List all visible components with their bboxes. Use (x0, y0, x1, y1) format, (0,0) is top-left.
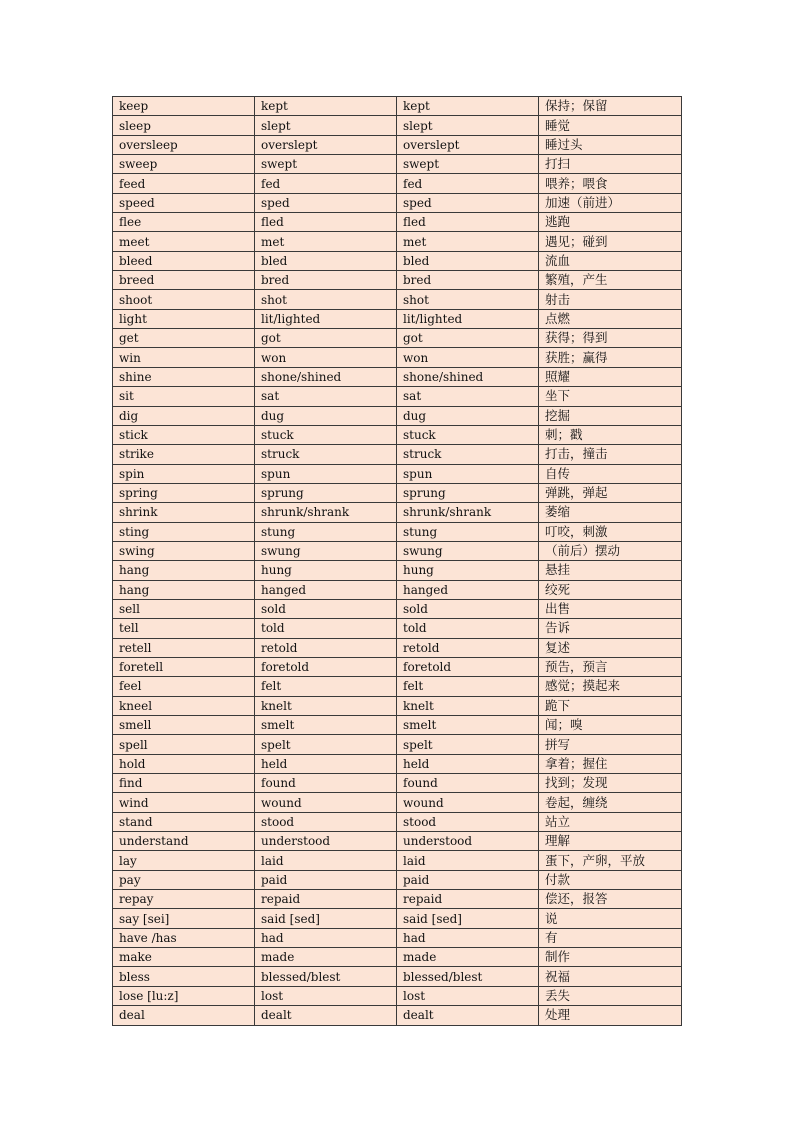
base-form-cell: keep (113, 97, 255, 116)
chinese-meaning-cell: 打击，撞击 (539, 445, 682, 464)
past-participle-cell: spun (397, 464, 539, 483)
chinese-meaning-cell: 绞死 (539, 580, 682, 599)
past-tense-cell: dealt (255, 1006, 397, 1025)
past-tense-cell: shrunk/shrank (255, 503, 397, 522)
past-participle-cell: lost (397, 986, 539, 1005)
past-participle-cell: fled (397, 213, 539, 232)
chinese-meaning-cell: 理解 (539, 832, 682, 851)
chinese-meaning-cell: 处理 (539, 1006, 682, 1025)
table-row (113, 1006, 682, 1025)
base-form-cell: pay (113, 870, 255, 889)
chinese-meaning-cell: 说 (539, 909, 682, 928)
table-row (113, 870, 682, 889)
past-participle-cell: struck (397, 445, 539, 464)
chinese-meaning-cell: 站立 (539, 812, 682, 831)
past-participle-cell: held (397, 754, 539, 773)
table-row (113, 716, 682, 735)
past-participle-cell: fed (397, 174, 539, 193)
chinese-meaning-cell: 点燃 (539, 309, 682, 328)
irregular-verbs-table (112, 96, 682, 1026)
chinese-meaning-cell: 萎缩 (539, 503, 682, 522)
chinese-meaning-cell: 照耀 (539, 367, 682, 386)
past-tense-cell: told (255, 619, 397, 638)
past-tense-cell: said [sed] (255, 909, 397, 928)
past-tense-cell: fed (255, 174, 397, 193)
chinese-meaning-cell: 出售 (539, 599, 682, 618)
past-participle-cell: swung (397, 541, 539, 560)
base-form-cell: shrink (113, 503, 255, 522)
base-form-cell: say [sei] (113, 909, 255, 928)
past-participle-cell: slept (397, 116, 539, 135)
chinese-meaning-cell: 祝福 (539, 967, 682, 986)
past-participle-cell: lit/lighted (397, 309, 539, 328)
base-form-cell: meet (113, 232, 255, 251)
base-form-cell: deal (113, 1006, 255, 1025)
past-tense-cell: sprung (255, 483, 397, 502)
base-form-cell: oversleep (113, 135, 255, 154)
table-row (113, 619, 682, 638)
chinese-meaning-cell: 找到；发现 (539, 774, 682, 793)
past-tense-cell: had (255, 928, 397, 947)
past-participle-cell: overslept (397, 135, 539, 154)
chinese-meaning-cell: 射击 (539, 290, 682, 309)
table-row (113, 425, 682, 444)
past-participle-cell: dug (397, 406, 539, 425)
chinese-meaning-cell: 告诉 (539, 619, 682, 638)
table-row (113, 174, 682, 193)
base-form-cell: strike (113, 445, 255, 464)
base-form-cell: wind (113, 793, 255, 812)
past-tense-cell: understood (255, 832, 397, 851)
chinese-meaning-cell: 拿着；握住 (539, 754, 682, 773)
past-participle-cell: knelt (397, 696, 539, 715)
table-row (113, 309, 682, 328)
chinese-meaning-cell: 获得；得到 (539, 329, 682, 348)
base-form-cell: lay (113, 851, 255, 870)
base-form-cell: speed (113, 193, 255, 212)
past-participle-cell: swept (397, 155, 539, 174)
table-row (113, 561, 682, 580)
base-form-cell: flee (113, 213, 255, 232)
chinese-meaning-cell: 偿还，报答 (539, 890, 682, 909)
past-tense-cell: knelt (255, 696, 397, 715)
past-tense-cell: shot (255, 290, 397, 309)
past-participle-cell: smelt (397, 716, 539, 735)
past-participle-cell: sped (397, 193, 539, 212)
chinese-meaning-cell: 复述 (539, 638, 682, 657)
chinese-meaning-cell: 丢失 (539, 986, 682, 1005)
table-row (113, 948, 682, 967)
past-participle-cell: sprung (397, 483, 539, 502)
table-row (113, 890, 682, 909)
base-form-cell: swing (113, 541, 255, 560)
base-form-cell: bless (113, 967, 255, 986)
past-tense-cell: repaid (255, 890, 397, 909)
past-participle-cell: felt (397, 677, 539, 696)
irregular-verbs-table-body (113, 97, 682, 1026)
base-form-cell: hang (113, 580, 255, 599)
chinese-meaning-cell: 蛋下，产卵，平放 (539, 851, 682, 870)
past-participle-cell: sold (397, 599, 539, 618)
past-participle-cell: bred (397, 271, 539, 290)
chinese-meaning-cell: 有 (539, 928, 682, 947)
past-participle-cell: found (397, 774, 539, 793)
base-form-cell: foretell (113, 657, 255, 676)
chinese-meaning-cell: 叮咬，刺激 (539, 522, 682, 541)
base-form-cell: spell (113, 735, 255, 754)
base-form-cell: light (113, 309, 255, 328)
past-tense-cell: blessed/blest (255, 967, 397, 986)
past-tense-cell: spun (255, 464, 397, 483)
past-participle-cell: said [sed] (397, 909, 539, 928)
base-form-cell: sweep (113, 155, 255, 174)
table-row (113, 271, 682, 290)
past-participle-cell: wound (397, 793, 539, 812)
chinese-meaning-cell: 睡过头 (539, 135, 682, 154)
table-row (113, 986, 682, 1005)
chinese-meaning-cell: 保持；保留 (539, 97, 682, 116)
table-row (113, 696, 682, 715)
base-form-cell: tell (113, 619, 255, 638)
past-tense-cell: kept (255, 97, 397, 116)
chinese-meaning-cell: 卷起，缠绕 (539, 793, 682, 812)
table-row (113, 348, 682, 367)
past-participle-cell: shrunk/shrank (397, 503, 539, 522)
table-row (113, 522, 682, 541)
past-tense-cell: paid (255, 870, 397, 889)
past-participle-cell: told (397, 619, 539, 638)
past-participle-cell: repaid (397, 890, 539, 909)
past-tense-cell: spelt (255, 735, 397, 754)
past-tense-cell: slept (255, 116, 397, 135)
past-tense-cell: lit/lighted (255, 309, 397, 328)
past-tense-cell: overslept (255, 135, 397, 154)
past-participle-cell: stung (397, 522, 539, 541)
past-participle-cell: shone/shined (397, 367, 539, 386)
past-participle-cell: hung (397, 561, 539, 580)
table-row (113, 657, 682, 676)
past-tense-cell: foretold (255, 657, 397, 676)
past-participle-cell: bled (397, 251, 539, 270)
chinese-meaning-cell: 流血 (539, 251, 682, 270)
base-form-cell: retell (113, 638, 255, 657)
past-tense-cell: sat (255, 387, 397, 406)
chinese-meaning-cell: 感觉；摸起来 (539, 677, 682, 696)
past-tense-cell: made (255, 948, 397, 967)
past-participle-cell: blessed/blest (397, 967, 539, 986)
table-row (113, 464, 682, 483)
base-form-cell: hold (113, 754, 255, 773)
table-row (113, 97, 682, 116)
past-participle-cell: paid (397, 870, 539, 889)
base-form-cell: make (113, 948, 255, 967)
table-row (113, 735, 682, 754)
past-participle-cell: spelt (397, 735, 539, 754)
base-form-cell: sleep (113, 116, 255, 135)
past-tense-cell: stuck (255, 425, 397, 444)
chinese-meaning-cell: 坐下 (539, 387, 682, 406)
past-tense-cell: stung (255, 522, 397, 541)
base-form-cell: find (113, 774, 255, 793)
table-row (113, 909, 682, 928)
past-participle-cell: shot (397, 290, 539, 309)
base-form-cell: feed (113, 174, 255, 193)
chinese-meaning-cell: 跪下 (539, 696, 682, 715)
chinese-meaning-cell: 预告，预言 (539, 657, 682, 676)
past-tense-cell: sped (255, 193, 397, 212)
table-row (113, 677, 682, 696)
past-participle-cell: stood (397, 812, 539, 831)
past-tense-cell: dug (255, 406, 397, 425)
table-row (113, 599, 682, 618)
past-tense-cell: felt (255, 677, 397, 696)
table-row (113, 116, 682, 135)
past-participle-cell: dealt (397, 1006, 539, 1025)
past-participle-cell: hanged (397, 580, 539, 599)
past-tense-cell: retold (255, 638, 397, 657)
chinese-meaning-cell: 打扫 (539, 155, 682, 174)
chinese-meaning-cell: 加速（前进） (539, 193, 682, 212)
chinese-meaning-cell: （前后）摆动 (539, 541, 682, 560)
table-row (113, 580, 682, 599)
base-form-cell: bleed (113, 251, 255, 270)
chinese-meaning-cell: 挖掘 (539, 406, 682, 425)
chinese-meaning-cell: 自传 (539, 464, 682, 483)
past-tense-cell: struck (255, 445, 397, 464)
table-row (113, 503, 682, 522)
base-form-cell: dig (113, 406, 255, 425)
base-form-cell: hang (113, 561, 255, 580)
table-row (113, 367, 682, 386)
chinese-meaning-cell: 喂养；喂食 (539, 174, 682, 193)
past-tense-cell: met (255, 232, 397, 251)
past-tense-cell: held (255, 754, 397, 773)
past-tense-cell: found (255, 774, 397, 793)
chinese-meaning-cell: 闻；嗅 (539, 716, 682, 735)
past-tense-cell: laid (255, 851, 397, 870)
chinese-meaning-cell: 付款 (539, 870, 682, 889)
past-tense-cell: swung (255, 541, 397, 560)
table-row (113, 928, 682, 947)
past-tense-cell: bred (255, 271, 397, 290)
base-form-cell: repay (113, 890, 255, 909)
base-form-cell: have /has (113, 928, 255, 947)
base-form-cell: shine (113, 367, 255, 386)
past-tense-cell: got (255, 329, 397, 348)
chinese-meaning-cell: 遇见；碰到 (539, 232, 682, 251)
base-form-cell: breed (113, 271, 255, 290)
past-tense-cell: swept (255, 155, 397, 174)
table-row (113, 329, 682, 348)
past-participle-cell: had (397, 928, 539, 947)
base-form-cell: stick (113, 425, 255, 444)
base-form-cell: shoot (113, 290, 255, 309)
past-tense-cell: hung (255, 561, 397, 580)
base-form-cell: lose [lu:z] (113, 986, 255, 1005)
chinese-meaning-cell: 弹跳，弹起 (539, 483, 682, 502)
chinese-meaning-cell: 拼写 (539, 735, 682, 754)
table-row (113, 232, 682, 251)
table-row (113, 793, 682, 812)
past-tense-cell: stood (255, 812, 397, 831)
table-row (113, 812, 682, 831)
table-row (113, 406, 682, 425)
past-tense-cell: smelt (255, 716, 397, 735)
base-form-cell: spin (113, 464, 255, 483)
base-form-cell: understand (113, 832, 255, 851)
chinese-meaning-cell: 逃跑 (539, 213, 682, 232)
chinese-meaning-cell: 繁殖，产生 (539, 271, 682, 290)
past-tense-cell: hanged (255, 580, 397, 599)
past-tense-cell: lost (255, 986, 397, 1005)
past-tense-cell: shone/shined (255, 367, 397, 386)
chinese-meaning-cell: 制作 (539, 948, 682, 967)
table-row (113, 754, 682, 773)
table-row (113, 774, 682, 793)
past-tense-cell: fled (255, 213, 397, 232)
base-form-cell: smell (113, 716, 255, 735)
past-participle-cell: retold (397, 638, 539, 657)
past-tense-cell: bled (255, 251, 397, 270)
table-row (113, 251, 682, 270)
past-participle-cell: kept (397, 97, 539, 116)
base-form-cell: get (113, 329, 255, 348)
table-row (113, 290, 682, 309)
table-row (113, 832, 682, 851)
past-participle-cell: sat (397, 387, 539, 406)
base-form-cell: sit (113, 387, 255, 406)
table-row (113, 445, 682, 464)
chinese-meaning-cell: 获胜；赢得 (539, 348, 682, 367)
table-row (113, 387, 682, 406)
base-form-cell: win (113, 348, 255, 367)
past-participle-cell: stuck (397, 425, 539, 444)
table-row (113, 135, 682, 154)
table-row (113, 193, 682, 212)
past-participle-cell: got (397, 329, 539, 348)
base-form-cell: sell (113, 599, 255, 618)
table-row (113, 213, 682, 232)
table-row (113, 967, 682, 986)
past-participle-cell: foretold (397, 657, 539, 676)
past-tense-cell: won (255, 348, 397, 367)
base-form-cell: sting (113, 522, 255, 541)
table-row (113, 155, 682, 174)
table-row (113, 541, 682, 560)
past-participle-cell: laid (397, 851, 539, 870)
past-participle-cell: made (397, 948, 539, 967)
chinese-meaning-cell: 刺；戳 (539, 425, 682, 444)
table-row (113, 638, 682, 657)
base-form-cell: spring (113, 483, 255, 502)
base-form-cell: stand (113, 812, 255, 831)
table-row (113, 851, 682, 870)
past-tense-cell: sold (255, 599, 397, 618)
past-participle-cell: met (397, 232, 539, 251)
chinese-meaning-cell: 悬挂 (539, 561, 682, 580)
base-form-cell: kneel (113, 696, 255, 715)
base-form-cell: feel (113, 677, 255, 696)
chinese-meaning-cell: 睡觉 (539, 116, 682, 135)
past-tense-cell: wound (255, 793, 397, 812)
past-participle-cell: won (397, 348, 539, 367)
table-row (113, 483, 682, 502)
past-participle-cell: understood (397, 832, 539, 851)
